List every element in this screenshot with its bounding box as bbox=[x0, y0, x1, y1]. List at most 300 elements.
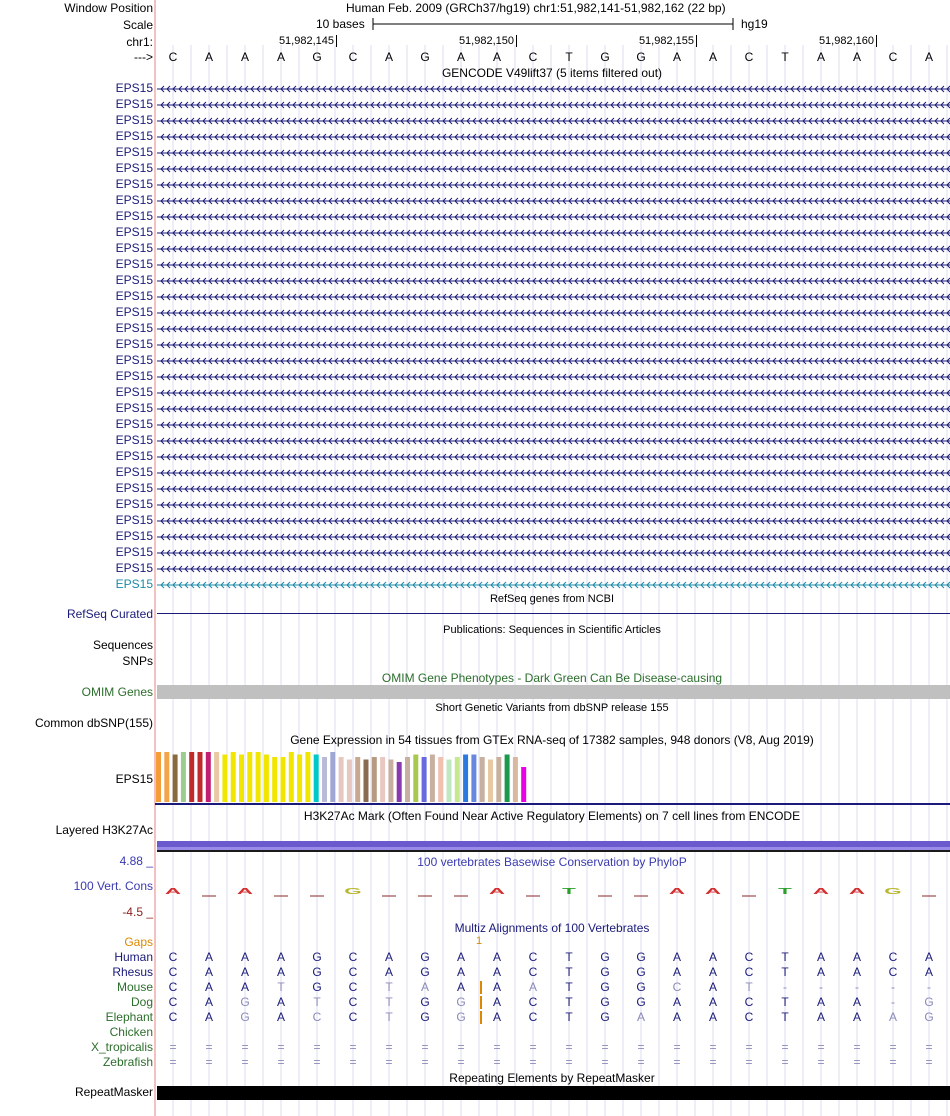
base-letter: A bbox=[492, 50, 501, 64]
gtex-bar[interactable] bbox=[463, 755, 468, 803]
gencode-transcript-line[interactable] bbox=[157, 115, 950, 127]
multiz-base: A bbox=[708, 965, 717, 979]
multiz-base: = bbox=[493, 1040, 501, 1054]
multiz-species-label[interactable]: Dog bbox=[130, 995, 153, 1009]
gtex-bar[interactable] bbox=[455, 757, 460, 802]
gencode-transcript-label[interactable]: EPS15 bbox=[115, 97, 153, 111]
gencode-transcript-label[interactable]: EPS15 bbox=[115, 81, 153, 95]
phylop-logo[interactable] bbox=[155, 878, 950, 908]
gtex-bar[interactable] bbox=[297, 755, 302, 803]
gencode-transcript-line[interactable] bbox=[157, 483, 950, 495]
base-letter: A bbox=[276, 50, 285, 64]
phylop-min-label: -4.5 _ bbox=[122, 905, 153, 919]
multiz-gaps-label: Gaps bbox=[124, 935, 153, 949]
base-letter: A bbox=[708, 50, 717, 64]
multiz-base: - bbox=[783, 980, 787, 994]
gtex-bar[interactable] bbox=[189, 752, 194, 802]
gencode-transcript-line[interactable] bbox=[157, 547, 950, 559]
scale-bar bbox=[372, 17, 735, 31]
multiz-base: C bbox=[168, 965, 178, 979]
multiz-base: G bbox=[456, 995, 466, 1009]
gencode-track-title[interactable]: GENCODE V49lift37 (5 items filtered out) bbox=[441, 66, 663, 80]
gtex-bar[interactable] bbox=[156, 752, 161, 802]
repeatmasker-element[interactable] bbox=[157, 1086, 950, 1100]
multiz-base: A bbox=[816, 950, 825, 964]
gencode-transcript-label[interactable]: EPS15 bbox=[115, 145, 153, 159]
multiz-base: A bbox=[816, 965, 825, 979]
multiz-base: T bbox=[781, 950, 789, 964]
gencode-transcript-line[interactable] bbox=[157, 99, 950, 111]
gtex-track-title[interactable]: Gene Expression in 54 tissues from GTEx RNA-seq of 17382 samples, 948 donors (V8, Aug 2019) bbox=[290, 733, 814, 747]
h3k27ac-track-title[interactable]: H3K27Ac Mark (Often Found Near Active Regulatory Elements) on 7 cell lines from ENCODE bbox=[303, 809, 801, 823]
scale-label: Scale bbox=[122, 18, 153, 32]
repeatmasker-track-title[interactable]: Repeating Elements by RepeatMasker bbox=[449, 1071, 655, 1085]
multiz-base: A bbox=[240, 980, 249, 994]
gencode-transcript-line[interactable] bbox=[157, 467, 950, 479]
base-letter: A bbox=[240, 50, 249, 64]
multiz-base: = bbox=[817, 1055, 825, 1069]
gtex-bar[interactable] bbox=[206, 752, 211, 802]
gencode-transcript-line[interactable] bbox=[157, 531, 950, 543]
window-position-label: Window Position bbox=[64, 1, 153, 15]
multiz-base: = bbox=[925, 1055, 933, 1069]
gencode-transcript-line[interactable] bbox=[157, 355, 950, 367]
coordinate-label: 51,982,155 bbox=[638, 35, 694, 47]
gencode-transcript-line[interactable] bbox=[157, 179, 950, 191]
multiz-base: = bbox=[313, 1040, 321, 1054]
multiz-base: A bbox=[204, 980, 213, 994]
multiz-base: A bbox=[708, 980, 717, 994]
gtex-bar[interactable] bbox=[405, 757, 410, 802]
multiz-base: A bbox=[240, 950, 249, 964]
multiz-base: A bbox=[204, 995, 213, 1009]
multiz-base: - bbox=[891, 980, 895, 994]
multiz-base: A bbox=[528, 980, 537, 994]
phylop-logo-letter: G bbox=[344, 886, 362, 896]
multiz-base: = bbox=[421, 1055, 429, 1069]
multiz-species-label[interactable]: Chicken bbox=[109, 1025, 153, 1039]
multiz-base: G bbox=[600, 965, 610, 979]
phylop-logo-letter: A bbox=[812, 886, 830, 896]
phylop-track-title[interactable]: 100 vertebrates Basewise Conservation by PhyloP bbox=[417, 855, 687, 869]
gtex-bar[interactable] bbox=[330, 752, 335, 802]
multiz-base: T bbox=[565, 965, 573, 979]
gtex-bar[interactable] bbox=[355, 757, 360, 802]
gtex-bar[interactable] bbox=[305, 752, 310, 802]
multiz-base: C bbox=[888, 965, 898, 979]
multiz-base: C bbox=[168, 950, 178, 964]
multiz-base: = bbox=[241, 1040, 249, 1054]
multiz-base: A bbox=[240, 965, 249, 979]
multiz-base: C bbox=[744, 965, 754, 979]
coordinate-tick bbox=[696, 35, 697, 47]
gtex-bar[interactable] bbox=[281, 757, 286, 802]
gencode-transcript-label[interactable]: EPS15 bbox=[115, 577, 153, 591]
gencode-transcript-line[interactable] bbox=[157, 163, 950, 175]
multiz-base: C bbox=[744, 950, 754, 964]
gencode-transcript-label[interactable]: EPS15 bbox=[115, 321, 153, 335]
gencode-transcript-label[interactable]: EPS15 bbox=[115, 513, 153, 527]
gencode-transcript-line[interactable] bbox=[157, 307, 950, 319]
gencode-transcript-label[interactable]: EPS15 bbox=[115, 113, 153, 127]
multiz-base: = bbox=[277, 1040, 285, 1054]
base-letter: G bbox=[420, 50, 430, 64]
phylop-label[interactable]: 100 Vert. Cons bbox=[73, 879, 153, 893]
gencode-transcript-label[interactable]: EPS15 bbox=[115, 497, 153, 511]
multiz-base: = bbox=[637, 1040, 645, 1054]
gtex-bar[interactable] bbox=[521, 767, 526, 802]
refseq-track-title[interactable]: RefSeq genes from NCBI bbox=[489, 593, 615, 605]
multiz-base: - bbox=[927, 980, 931, 994]
gtex-bar[interactable] bbox=[438, 757, 443, 802]
multiz-base: G bbox=[420, 995, 430, 1009]
gtex-bar[interactable] bbox=[322, 757, 327, 802]
multiz-base: T bbox=[385, 980, 393, 994]
base-letter: C bbox=[528, 50, 538, 64]
multiz-base: C bbox=[744, 1010, 754, 1024]
multiz-species-label[interactable]: X_tropicalis bbox=[90, 1040, 153, 1054]
multiz-base: = bbox=[889, 1040, 897, 1054]
gencode-transcript-line[interactable] bbox=[157, 259, 950, 271]
multiz-base: = bbox=[421, 1040, 429, 1054]
multiz-base: G bbox=[456, 1010, 466, 1024]
multiz-track-title[interactable]: Multiz Alignments of 100 Vertebrates bbox=[454, 921, 650, 935]
base-letter: A bbox=[672, 50, 681, 64]
multiz-species-label[interactable]: Human bbox=[114, 950, 153, 964]
gencode-transcript-label[interactable]: EPS15 bbox=[115, 177, 153, 191]
multiz-base: = bbox=[817, 1040, 825, 1054]
multiz-base: G bbox=[312, 980, 322, 994]
multiz-base: C bbox=[528, 1010, 538, 1024]
gencode-transcript-line[interactable] bbox=[157, 515, 950, 527]
phylop-logo-letter: A bbox=[668, 886, 686, 896]
gencode-transcript-label[interactable]: EPS15 bbox=[115, 401, 153, 415]
base-letter: G bbox=[312, 50, 322, 64]
gtex-bar[interactable] bbox=[471, 755, 476, 803]
gtex-bar[interactable] bbox=[413, 755, 418, 803]
dbsnp-label[interactable]: Common dbSNP(155) bbox=[34, 716, 153, 730]
multiz-base: A bbox=[384, 965, 393, 979]
phylop-logo-letter: A bbox=[236, 886, 254, 896]
gtex-bar[interactable] bbox=[231, 752, 236, 802]
multiz-base: = bbox=[529, 1055, 537, 1069]
gencode-transcript-label[interactable]: EPS15 bbox=[115, 129, 153, 143]
gtex-bar[interactable] bbox=[198, 752, 203, 802]
gencode-transcript-line[interactable] bbox=[157, 563, 950, 575]
publications-label-sequences[interactable]: Sequences bbox=[92, 638, 153, 652]
gencode-transcript-label[interactable]: EPS15 bbox=[115, 561, 153, 575]
publications-track-title[interactable]: Publications: Sequences in Scientific Articles bbox=[443, 624, 661, 636]
multiz-base: = bbox=[601, 1040, 609, 1054]
gencode-transcript-line[interactable] bbox=[157, 227, 950, 239]
gencode-transcript-line[interactable] bbox=[157, 371, 950, 383]
gencode-transcript-line[interactable] bbox=[157, 131, 950, 143]
gtex-bar[interactable] bbox=[289, 752, 294, 802]
publications-label-snps[interactable]: SNPs bbox=[122, 654, 153, 668]
gtex-bar[interactable] bbox=[372, 757, 377, 802]
multiz-base: = bbox=[853, 1055, 861, 1069]
gtex-bar[interactable] bbox=[488, 760, 493, 803]
gencode-transcript-label[interactable]: EPS15 bbox=[115, 225, 153, 239]
multiz-base: A bbox=[852, 1010, 861, 1024]
gencode-transcript-line[interactable] bbox=[157, 323, 950, 335]
base-letter: A bbox=[924, 50, 933, 64]
base-letter: A bbox=[816, 50, 825, 64]
omim-gene-bar[interactable] bbox=[157, 685, 950, 699]
multiz-base: C bbox=[312, 1010, 322, 1024]
gtex-bar[interactable] bbox=[505, 755, 510, 803]
multiz-base: A bbox=[420, 980, 429, 994]
gtex-bar-chart[interactable] bbox=[155, 748, 950, 808]
omim-label[interactable]: OMIM Genes bbox=[81, 685, 153, 699]
gencode-transcript-label[interactable]: EPS15 bbox=[115, 449, 153, 463]
phylop-logo-letter: G bbox=[884, 886, 902, 896]
gencode-transcript-line[interactable] bbox=[157, 211, 950, 223]
multiz-base: = bbox=[565, 1055, 573, 1069]
gtex-bar[interactable] bbox=[480, 757, 485, 802]
multiz-base: = bbox=[889, 1055, 897, 1069]
gencode-transcript-line[interactable] bbox=[157, 419, 950, 431]
gencode-transcript-line[interactable] bbox=[157, 83, 950, 95]
multiz-base: G bbox=[636, 995, 646, 1009]
multiz-base: A bbox=[672, 965, 681, 979]
multiz-base: A bbox=[276, 995, 285, 1009]
multiz-base: A bbox=[204, 965, 213, 979]
multiz-base: T bbox=[565, 950, 573, 964]
base-letter: C bbox=[348, 50, 358, 64]
gencode-transcript-label[interactable]: EPS15 bbox=[115, 289, 153, 303]
multiz-base: G bbox=[420, 950, 430, 964]
refseq-label[interactable]: RefSeq Curated bbox=[66, 607, 153, 621]
gtex-bar[interactable] bbox=[214, 752, 219, 802]
coordinate-tick bbox=[516, 35, 517, 47]
base-letter: A bbox=[204, 50, 213, 64]
phylop-max-label: 4.88 _ bbox=[119, 854, 153, 868]
base-letter: G bbox=[600, 50, 610, 64]
multiz-base: = bbox=[781, 1055, 789, 1069]
multiz-base: T bbox=[565, 1010, 573, 1024]
multiz-base: C bbox=[348, 995, 358, 1009]
multiz-species-label[interactable]: Rhesus bbox=[112, 965, 153, 979]
gencode-transcript-line[interactable] bbox=[157, 195, 950, 207]
multiz-base: G bbox=[924, 1010, 934, 1024]
base-letter: C bbox=[744, 50, 754, 64]
multiz-gap-marker: 1 bbox=[475, 935, 483, 947]
phylop-logo-letter: A bbox=[164, 886, 182, 896]
gtex-bar[interactable] bbox=[347, 760, 352, 803]
multiz-base: = bbox=[601, 1055, 609, 1069]
gtex-bar[interactable] bbox=[364, 760, 369, 803]
multiz-base: A bbox=[816, 995, 825, 1009]
scale-text: 10 bases bbox=[316, 17, 365, 31]
gtex-bar[interactable] bbox=[173, 755, 178, 803]
multiz-base: T bbox=[565, 995, 573, 1009]
multiz-base: = bbox=[277, 1055, 285, 1069]
multiz-base: = bbox=[925, 1040, 933, 1054]
multiz-base: A bbox=[708, 950, 717, 964]
gencode-transcript-label[interactable]: EPS15 bbox=[115, 353, 153, 367]
gtex-bar[interactable] bbox=[513, 757, 518, 802]
multiz-base: C bbox=[168, 1010, 178, 1024]
gencode-transcript-line[interactable] bbox=[157, 291, 950, 303]
gtex-bar[interactable] bbox=[339, 757, 344, 802]
gencode-transcript-label[interactable]: EPS15 bbox=[115, 529, 153, 543]
gencode-transcript-label[interactable]: EPS15 bbox=[115, 241, 153, 255]
multiz-base: - bbox=[855, 980, 859, 994]
multiz-base: G bbox=[240, 1010, 250, 1024]
repeatmasker-label[interactable]: RepeatMasker bbox=[74, 1085, 153, 1099]
multiz-base: C bbox=[528, 965, 538, 979]
multiz-base: G bbox=[240, 995, 250, 1009]
gencode-transcript-line[interactable] bbox=[157, 243, 950, 255]
multiz-base: A bbox=[924, 950, 933, 964]
multiz-base: = bbox=[745, 1040, 753, 1054]
refseq-gene-line[interactable] bbox=[157, 613, 950, 614]
multiz-base: G bbox=[600, 995, 610, 1009]
gencode-transcript-label[interactable]: EPS15 bbox=[115, 433, 153, 447]
gencode-transcript-line[interactable] bbox=[157, 499, 950, 511]
multiz-base: C bbox=[744, 995, 754, 1009]
base-letter: T bbox=[565, 50, 573, 64]
multiz-base: A bbox=[852, 950, 861, 964]
multiz-base: A bbox=[852, 995, 861, 1009]
multiz-base: A bbox=[708, 995, 717, 1009]
gencode-transcript-label[interactable]: EPS15 bbox=[115, 465, 153, 479]
multiz-base: C bbox=[888, 950, 898, 964]
h3k27ac-label[interactable]: Layered H3K27Ac bbox=[55, 823, 153, 837]
gtex-label[interactable]: EPS15 bbox=[115, 772, 153, 786]
multiz-base: = bbox=[745, 1055, 753, 1069]
gencode-transcript-label[interactable]: EPS15 bbox=[115, 161, 153, 175]
phylop-logo-letter: A bbox=[704, 886, 722, 896]
gencode-transcript-label[interactable]: EPS15 bbox=[115, 337, 153, 351]
multiz-base: A bbox=[672, 950, 681, 964]
gencode-transcript-line[interactable] bbox=[157, 435, 950, 447]
gencode-transcript-label[interactable]: EPS15 bbox=[115, 305, 153, 319]
gtex-bar[interactable] bbox=[247, 752, 252, 802]
multiz-base: A bbox=[672, 995, 681, 1009]
multiz-base: C bbox=[528, 995, 538, 1009]
multiz-gap-line bbox=[480, 981, 482, 994]
multiz-base: = bbox=[673, 1055, 681, 1069]
multiz-base: G bbox=[924, 995, 934, 1009]
gencode-transcript-label[interactable]: EPS15 bbox=[115, 385, 153, 399]
multiz-base: C bbox=[672, 980, 682, 994]
multiz-base: A bbox=[492, 1010, 501, 1024]
gencode-transcript-label[interactable]: EPS15 bbox=[115, 193, 153, 207]
gtex-bar[interactable] bbox=[397, 762, 402, 802]
gtex-bar[interactable] bbox=[430, 755, 435, 803]
window-position-value: Human Feb. 2009 (GRCh37/hg19) chr1:51,982,141-51,982,162 (22 bp) bbox=[346, 1, 726, 15]
multiz-base: C bbox=[348, 965, 358, 979]
gtex-bar[interactable] bbox=[380, 757, 385, 802]
multiz-base: G bbox=[420, 965, 430, 979]
base-letter: C bbox=[888, 50, 898, 64]
multiz-base: - bbox=[819, 980, 823, 994]
multiz-base: A bbox=[852, 965, 861, 979]
coordinate-tick bbox=[336, 35, 337, 47]
gtex-bar[interactable] bbox=[388, 760, 393, 803]
multiz-base: = bbox=[241, 1055, 249, 1069]
base-letter: G bbox=[636, 50, 646, 64]
gtex-bar[interactable] bbox=[239, 755, 244, 803]
multiz-species-label[interactable]: Elephant bbox=[105, 1010, 153, 1024]
gtex-bar[interactable] bbox=[272, 757, 277, 802]
multiz-base: C bbox=[348, 950, 358, 964]
gencode-transcript-line[interactable] bbox=[157, 275, 950, 287]
gencode-transcript-label[interactable]: EPS15 bbox=[115, 209, 153, 223]
multiz-base: = bbox=[709, 1055, 717, 1069]
multiz-base: G bbox=[636, 965, 646, 979]
multiz-base: = bbox=[349, 1055, 357, 1069]
multiz-base: G bbox=[636, 980, 646, 994]
gencode-transcript-line[interactable] bbox=[157, 403, 950, 415]
multiz-species-label[interactable]: Mouse bbox=[116, 980, 153, 994]
gtex-bar[interactable] bbox=[264, 755, 269, 803]
multiz-base: T bbox=[565, 980, 573, 994]
multiz-base: G bbox=[600, 1010, 610, 1024]
multiz-base: = bbox=[565, 1040, 573, 1054]
gencode-transcript-label[interactable]: EPS15 bbox=[115, 273, 153, 287]
multiz-base: = bbox=[313, 1055, 321, 1069]
gtex-bar[interactable] bbox=[496, 757, 501, 802]
gencode-transcript-line[interactable] bbox=[157, 579, 950, 591]
multiz-base: A bbox=[492, 980, 501, 994]
gtex-bar[interactable] bbox=[222, 755, 227, 803]
base-letter: A bbox=[384, 50, 393, 64]
phylop-logo-letter: A bbox=[848, 886, 866, 896]
gencode-transcript-label[interactable]: EPS15 bbox=[115, 417, 153, 431]
multiz-base: C bbox=[168, 995, 178, 1009]
phylop-logo-letter: T bbox=[562, 886, 576, 896]
multiz-base: = bbox=[853, 1040, 861, 1054]
multiz-base: A bbox=[456, 980, 465, 994]
gtex-bar[interactable] bbox=[314, 755, 319, 803]
multiz-base: = bbox=[781, 1040, 789, 1054]
multiz-base: C bbox=[528, 950, 538, 964]
gencode-transcript-line[interactable] bbox=[157, 451, 950, 463]
gencode-transcript-line[interactable] bbox=[157, 147, 950, 159]
coordinate-tick bbox=[876, 35, 877, 47]
gencode-transcript-label[interactable]: EPS15 bbox=[115, 257, 153, 271]
multiz-base: A bbox=[924, 965, 933, 979]
gencode-transcript-label[interactable]: EPS15 bbox=[115, 481, 153, 495]
gencode-transcript-line[interactable] bbox=[157, 387, 950, 399]
omim-track-title[interactable]: OMIM Gene Phenotypes - Dark Green Can Be Disease-causing bbox=[381, 671, 723, 685]
multiz-base: - bbox=[891, 995, 895, 1009]
multiz-base: = bbox=[709, 1040, 717, 1054]
gencode-transcript-label[interactable]: EPS15 bbox=[115, 545, 153, 559]
multiz-species-label[interactable]: Zebrafish bbox=[102, 1055, 153, 1069]
gtex-bar[interactable] bbox=[256, 752, 261, 802]
coordinate-label: 51,982,160 bbox=[818, 35, 874, 47]
gtex-bar[interactable] bbox=[422, 757, 427, 802]
multiz-base: A bbox=[204, 1010, 213, 1024]
gtex-bar[interactable] bbox=[164, 752, 169, 802]
multiz-base: = bbox=[529, 1040, 537, 1054]
gtex-bar[interactable] bbox=[181, 752, 186, 802]
dbsnp-track-title[interactable]: Short Genetic Variants from dbSNP release 155 bbox=[435, 702, 669, 714]
multiz-base: A bbox=[492, 950, 501, 964]
base-letter: A bbox=[456, 50, 465, 64]
multiz-base: G bbox=[600, 950, 610, 964]
gencode-transcript-line[interactable] bbox=[157, 339, 950, 351]
multiz-base: A bbox=[276, 1010, 285, 1024]
multiz-base: G bbox=[600, 980, 610, 994]
gencode-transcript-label[interactable]: EPS15 bbox=[115, 369, 153, 383]
gtex-bar[interactable] bbox=[447, 760, 452, 803]
multiz-base: A bbox=[492, 965, 501, 979]
